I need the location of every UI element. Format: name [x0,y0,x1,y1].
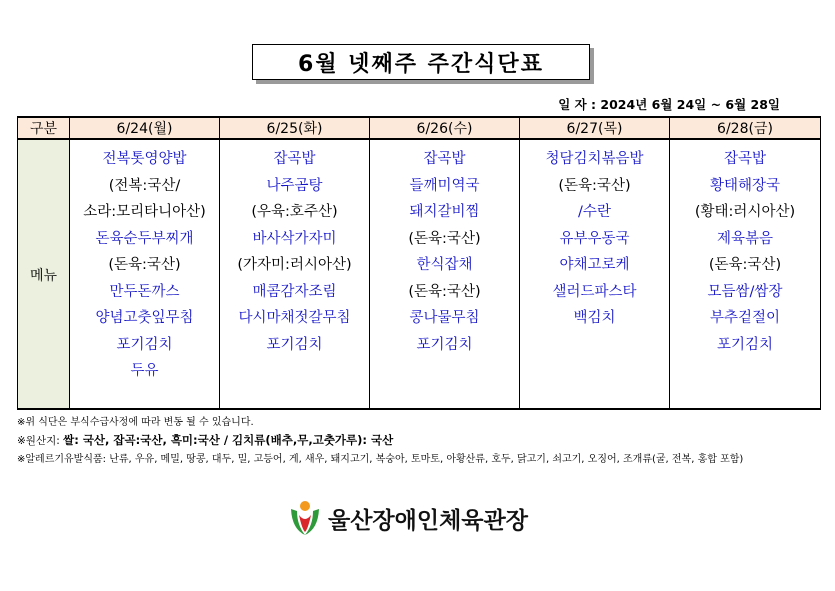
page-title: 6월 넷째주 주간식단표 [298,51,544,77]
menu-item: 양념고춧잎무침 [95,310,194,326]
day-menu-cell [670,139,821,409]
menu-item: 한식잡채 [416,257,473,273]
menu-item: 모듬쌈/쌈장 [707,283,783,300]
day-menu-cell [220,139,370,409]
menu-item: (돈육:국산) [558,177,631,194]
menu-item: 두유 [130,363,159,379]
menu-item: 샐러드파스타 [552,283,637,300]
menu-item: 황태해장국 [709,177,781,194]
menu-item: 매콤감자조림 [252,283,337,300]
menu-item: 소라:모리타니아산) [83,204,206,220]
notes-section [17,413,817,472]
menu-item: 돈육순두부찌개 [95,230,194,247]
row-label: 메뉴 [18,139,70,409]
note-allergens: ※알레르기유발식품: 난류, 우유, 메밀, 땅콩, 대두, 밀, 고등어, 게, 새우, 돼지고기, 복숭아, 토마토, 아황산류, 호두, 닭고기, 쇠고기, 오징어, 조개류(굴, 전복, 홍합 포함) [17,454,744,465]
menu-item: 유부우동국 [559,230,630,247]
note-menu-change: ※위 식단은 부식수급사정에 따라 변동 될 수 있습니다. [17,417,254,428]
page-title-box [252,44,590,80]
menu-item: 만두돈까스 [109,283,180,300]
menu-item: 백김치 [573,310,616,326]
menu-item: (돈육:국산) [408,230,481,247]
menu-item: 나주곰탕 [266,177,323,194]
menu-item: 포기김치 [116,336,173,353]
menu-item: 콩나물무침 [409,310,480,326]
menu-item: (돈육:국산) [108,257,181,273]
day-header: 6/28(금) [670,117,821,139]
day-menu-cell [70,139,220,409]
menu-item: 청담김치볶음밥 [545,151,644,167]
logo-emblem-icon [288,499,322,537]
menu-item: 바사삭가자미 [252,230,337,247]
menu-item: (돈육:국산) [708,257,782,273]
menu-item: 전복톳영양밥 [102,151,187,167]
menu-item: 돼지갈비찜 [409,204,480,220]
note-origin-prefix: ※원산지: [17,435,64,447]
menu-item: 잡곡밥 [423,151,466,167]
menu-item: 제육볶음 [716,230,774,247]
menu-item: (전복:국산/ [108,177,181,194]
menu-item: 다시마채젓갈무침 [238,310,351,326]
organization-name: 울산장애인체육관장 [328,507,528,534]
header-row [18,117,821,139]
day-menu-cell [520,139,670,409]
organization-logo [288,498,528,538]
menu-item: 부추겉절이 [709,310,781,326]
menu-item: 포기김치 [416,336,473,353]
menu-row [18,139,821,409]
menu-item: 포기김치 [266,336,323,353]
day-header: 6/26(수) [370,117,520,139]
menu-item: 야채고로케 [559,257,630,273]
day-header: 6/24(월) [70,117,220,139]
note-origin [17,432,817,448]
header-label: 구분 [18,117,70,139]
menu-item: 잡곡밥 [723,151,767,167]
day-header: 6/27(목) [520,117,670,139]
date-range: 일 자 : 2024년 6월 24일 ~ 6월 28일 [558,97,780,112]
menu-item: 들깨미역국 [409,177,480,194]
day-header: 6/25(화) [220,117,370,139]
menu-item: 잡곡밥 [273,151,316,167]
menu-item: (돈육:국산) [408,283,481,300]
note-origin-detail: 쌀: 국산, 잡곡:국산, 흑미:국산 / 김치류(배추,무,고춧가루): 국산 [63,433,394,447]
weekly-menu-table [17,116,821,410]
day-menu-cell [370,139,520,409]
menu-item: /수란 [578,204,611,220]
menu-item: (황태:러시아산) [694,204,796,220]
menu-item: (가자미:러시아산) [237,257,352,273]
menu-item: (우육:호주산) [251,204,338,220]
menu-item: 포기김치 [716,336,774,353]
